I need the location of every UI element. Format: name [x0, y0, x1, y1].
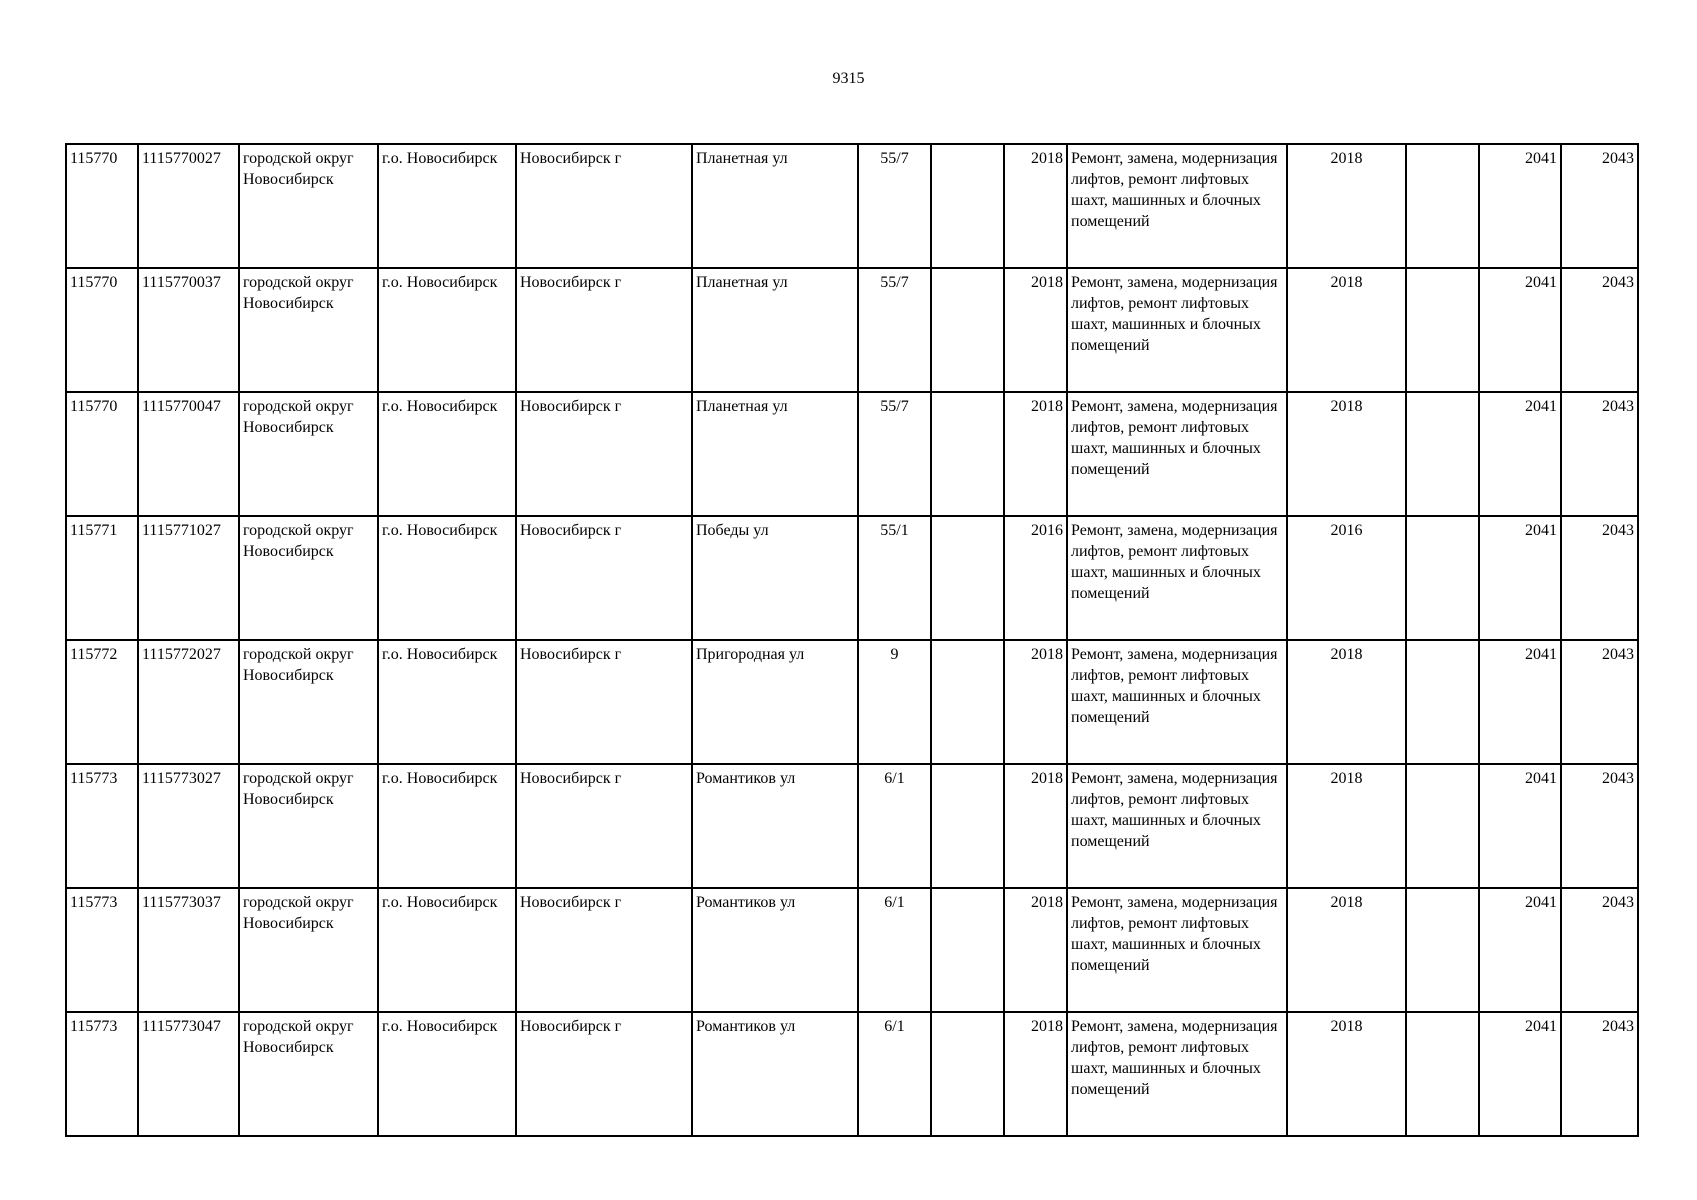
cell-municipality: городской округ Новосибирск: [239, 1012, 378, 1136]
cell-city: Новосибирск г: [516, 764, 692, 888]
cell-work-type: Ремонт, замена, модернизация лифтов, ремонт лифтовых шахт, машинных и блочных помещений: [1067, 764, 1287, 888]
cell-district: г.о. Новосибирск: [378, 764, 516, 888]
cell-year-plan-from: 2041: [1479, 392, 1561, 516]
cell-empty: [1406, 144, 1479, 268]
cell-empty: [1406, 888, 1479, 1012]
cell-work-type: Ремонт, замена, модернизация лифтов, ремонт лифтовых шахт, машинных и блочных помещений: [1067, 268, 1287, 392]
cell-work-type: Ремонт, замена, модернизация лифтов, ремонт лифтовых шахт, машинных и блочных помещений: [1067, 516, 1287, 640]
cell-id: 115770: [66, 268, 138, 392]
cell-district: г.о. Новосибирск: [378, 640, 516, 764]
cell-work-type: Ремонт, замена, модернизация лифтов, ремонт лифтовых шахт, машинных и блочных помещений: [1067, 144, 1287, 268]
cell-house: 9: [858, 640, 931, 764]
cell-year-plan-to: 2043: [1561, 764, 1638, 888]
data-table: [65, 143, 1639, 1137]
cell-street: Романтиков ул: [692, 888, 858, 1012]
cell-empty: [1406, 516, 1479, 640]
cell-work-type: Ремонт, замена, модернизация лифтов, ремонт лифтовых шахт, машинных и блочных помещений: [1067, 1012, 1287, 1136]
cell-code: 1115773047: [138, 1012, 239, 1136]
cell-empty: [1406, 764, 1479, 888]
cell-year-start: 2018: [1287, 268, 1406, 392]
cell-work-type: Ремонт, замена, модернизация лифтов, ремонт лифтовых шахт, машинных и блочных помещений: [1067, 392, 1287, 516]
table-row: [66, 640, 1638, 764]
cell-building: [931, 144, 1004, 268]
cell-code: 1115771027: [138, 516, 239, 640]
cell-year-plan-to: 2043: [1561, 640, 1638, 764]
cell-year-commission: 2018: [1004, 1012, 1067, 1136]
cell-year-start: 2018: [1287, 764, 1406, 888]
cell-municipality: городской округ Новосибирск: [239, 764, 378, 888]
cell-municipality: городской округ Новосибирск: [239, 516, 378, 640]
cell-district: г.о. Новосибирск: [378, 144, 516, 268]
cell-house: 55/1: [858, 516, 931, 640]
cell-id: 115772: [66, 640, 138, 764]
table-row: [66, 392, 1638, 516]
cell-year-plan-to: 2043: [1561, 392, 1638, 516]
cell-code: 1115772027: [138, 640, 239, 764]
cell-year-start: 2018: [1287, 888, 1406, 1012]
cell-year-commission: 2018: [1004, 640, 1067, 764]
cell-empty: [1406, 1012, 1479, 1136]
cell-building: [931, 1012, 1004, 1136]
cell-code: 1115770047: [138, 392, 239, 516]
cell-city: Новосибирск г: [516, 1012, 692, 1136]
cell-city: Новосибирск г: [516, 888, 692, 1012]
cell-municipality: городской округ Новосибирск: [239, 268, 378, 392]
cell-municipality: городской округ Новосибирск: [239, 144, 378, 268]
cell-year-commission: 2018: [1004, 888, 1067, 1012]
table-row: [66, 888, 1638, 1012]
cell-house: 55/7: [858, 392, 931, 516]
cell-id: 115773: [66, 764, 138, 888]
cell-building: [931, 392, 1004, 516]
cell-street: Романтиков ул: [692, 1012, 858, 1136]
cell-house: 6/1: [858, 764, 931, 888]
cell-city: Новосибирск г: [516, 144, 692, 268]
table-row: [66, 268, 1638, 392]
cell-year-start: 2018: [1287, 640, 1406, 764]
cell-year-start: 2018: [1287, 392, 1406, 516]
cell-street: Победы ул: [692, 516, 858, 640]
cell-code: 1115773037: [138, 888, 239, 1012]
cell-street: Планетная ул: [692, 392, 858, 516]
cell-empty: [1406, 640, 1479, 764]
cell-district: г.о. Новосибирск: [378, 888, 516, 1012]
cell-year-plan-to: 2043: [1561, 268, 1638, 392]
cell-id: 115770: [66, 392, 138, 516]
page-number: 9315: [832, 70, 865, 87]
cell-city: Новосибирск г: [516, 640, 692, 764]
cell-building: [931, 268, 1004, 392]
table-row: [66, 516, 1638, 640]
cell-building: [931, 640, 1004, 764]
cell-id: 115773: [66, 1012, 138, 1136]
cell-building: [931, 764, 1004, 888]
cell-municipality: городской округ Новосибирск: [239, 392, 378, 516]
cell-empty: [1406, 392, 1479, 516]
cell-building: [931, 516, 1004, 640]
cell-code: 1115770027: [138, 144, 239, 268]
cell-year-commission: 2016: [1004, 516, 1067, 640]
cell-id: 115771: [66, 516, 138, 640]
cell-work-type: Ремонт, замена, модернизация лифтов, ремонт лифтовых шахт, машинных и блочных помещений: [1067, 640, 1287, 764]
cell-year-commission: 2018: [1004, 764, 1067, 888]
cell-code: 1115773027: [138, 764, 239, 888]
cell-year-start: 2018: [1287, 1012, 1406, 1136]
table-row: [66, 764, 1638, 888]
cell-year-plan-from: 2041: [1479, 1012, 1561, 1136]
cell-street: Пригородная ул: [692, 640, 858, 764]
cell-city: Новосибирск г: [516, 516, 692, 640]
cell-house: 55/7: [858, 144, 931, 268]
cell-house: 6/1: [858, 888, 931, 1012]
cell-city: Новосибирск г: [516, 392, 692, 516]
table-row: [66, 144, 1638, 268]
cell-year-plan-from: 2041: [1479, 268, 1561, 392]
cell-municipality: городской округ Новосибирск: [239, 640, 378, 764]
cell-street: Планетная ул: [692, 268, 858, 392]
cell-work-type: Ремонт, замена, модернизация лифтов, ремонт лифтовых шахт, машинных и блочных помещений: [1067, 888, 1287, 1012]
cell-code: 1115770037: [138, 268, 239, 392]
cell-year-plan-from: 2041: [1479, 764, 1561, 888]
cell-district: г.о. Новосибирск: [378, 268, 516, 392]
cell-district: г.о. Новосибирск: [378, 1012, 516, 1136]
cell-district: г.о. Новосибирск: [378, 516, 516, 640]
cell-year-plan-from: 2041: [1479, 888, 1561, 1012]
cell-year-plan-from: 2041: [1479, 640, 1561, 764]
table-row: [66, 1012, 1638, 1136]
cell-year-commission: 2018: [1004, 268, 1067, 392]
cell-building: [931, 888, 1004, 1012]
cell-district: г.о. Новосибирск: [378, 392, 516, 516]
cell-year-plan-from: 2041: [1479, 144, 1561, 268]
cell-house: 6/1: [858, 1012, 931, 1136]
cell-year-plan-to: 2043: [1561, 144, 1638, 268]
cell-year-plan-to: 2043: [1561, 1012, 1638, 1136]
cell-id: 115770: [66, 144, 138, 268]
cell-year-plan-to: 2043: [1561, 516, 1638, 640]
table-body: [66, 144, 1638, 1136]
cell-house: 55/7: [858, 268, 931, 392]
cell-year-plan-to: 2043: [1561, 888, 1638, 1012]
cell-year-commission: 2018: [1004, 144, 1067, 268]
cell-year-plan-from: 2041: [1479, 516, 1561, 640]
cell-street: Планетная ул: [692, 144, 858, 268]
cell-municipality: городской округ Новосибирск: [239, 888, 378, 1012]
cell-year-start: 2016: [1287, 516, 1406, 640]
cell-year-start: 2018: [1287, 144, 1406, 268]
cell-year-commission: 2018: [1004, 392, 1067, 516]
cell-id: 115773: [66, 888, 138, 1012]
cell-empty: [1406, 268, 1479, 392]
cell-city: Новосибирск г: [516, 268, 692, 392]
cell-street: Романтиков ул: [692, 764, 858, 888]
